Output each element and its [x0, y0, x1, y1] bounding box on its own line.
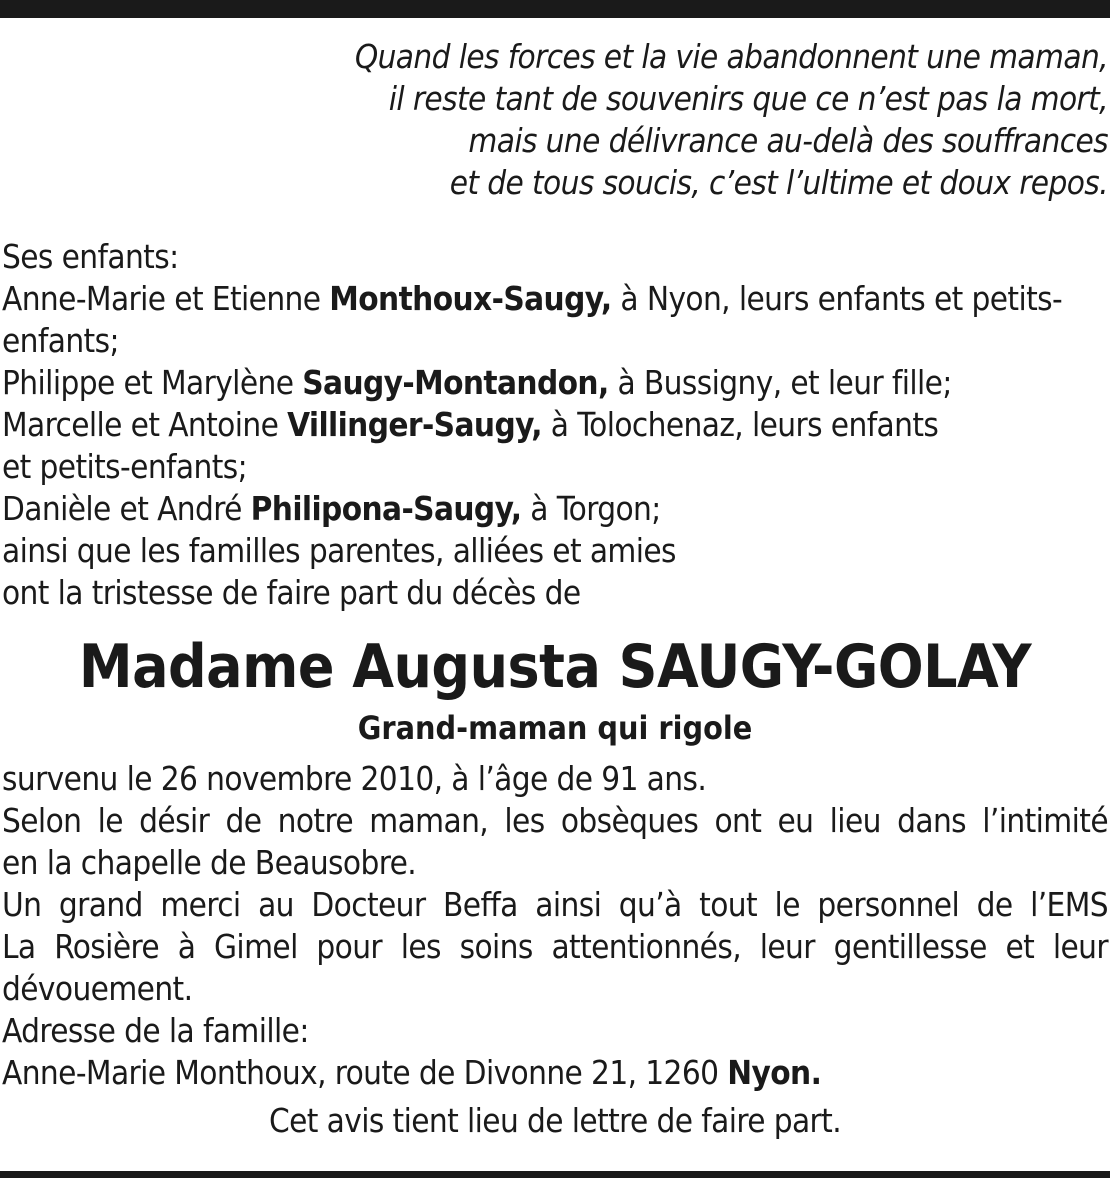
- poem-line: et de tous soucis, c’est l’ultime et doux repos.: [449, 163, 1108, 202]
- family-member-line: [2, 446, 1108, 488]
- funeral-line: Selon le désir de notre maman, les obsèques ont eu lieu dans l’intimité: [2, 801, 1108, 840]
- member-surname: Monthoux-Saugy,: [329, 279, 612, 318]
- poem-line: mais une délivrance au-delà des souffrances: [468, 121, 1108, 160]
- member-text: Marcelle et Antoine: [2, 405, 288, 444]
- member-text: Danièle et André: [2, 489, 251, 528]
- family-list: [2, 236, 1108, 614]
- family-member-line: [2, 320, 1108, 362]
- address-label: Adresse de la famille:: [2, 1011, 309, 1050]
- member-surname: Saugy-Montandon,: [302, 363, 609, 402]
- family-member-line: [2, 488, 1108, 530]
- member-surname: Philipona-Saugy,: [250, 489, 522, 528]
- address-line: [2, 1052, 1108, 1094]
- death-date-line: survenu le 26 novembre 2010, à l’âge de 91 ans.: [2, 759, 707, 798]
- family-intro: Ses enfants:: [2, 237, 179, 276]
- poem: [2, 36, 1108, 204]
- member-text: Philippe et Marylène: [2, 363, 303, 402]
- notice-content: [2, 36, 1108, 1142]
- thanks-line: Un grand merci au Docteur Beffa ainsi qu’à tout le personnel de l’EMS: [2, 885, 1108, 924]
- member-text: enfants;: [2, 321, 119, 360]
- poem-line: Quand les forces et la vie abandonnent une maman,: [354, 37, 1108, 76]
- closing-note: Cet avis tient lieu de lettre de faire part.: [268, 1101, 842, 1140]
- member-text: à Nyon, leurs enfants et petits-: [611, 279, 1063, 318]
- address-text: Anne-Marie Monthoux, route de Divonne 21, 1260: [2, 1053, 728, 1092]
- bottom-rule: [0, 1171, 1110, 1178]
- family-member-line: [2, 404, 1108, 446]
- member-text: à Torgon;: [521, 489, 661, 528]
- relatives-line: ainsi que les familles parentes, alliées et amies: [2, 531, 676, 570]
- member-text: Anne-Marie et Etienne: [2, 279, 330, 318]
- notice-details: [2, 758, 1108, 1094]
- deceased-name: Madame Augusta SAUGY-GOLAY: [78, 632, 1032, 702]
- top-rule: [0, 0, 1110, 18]
- address-city: Nyon.: [727, 1053, 822, 1092]
- member-text: à Tolochenaz, leurs enfants: [541, 405, 939, 444]
- thanks-line: La Rosière à Gimel pour les soins attentionnés, leur gentillesse et leur: [2, 927, 1108, 966]
- thanks-line: dévouement.: [2, 969, 193, 1008]
- member-surname: Villinger-Saugy,: [287, 405, 542, 444]
- member-text: et petits-enfants;: [2, 447, 248, 486]
- poem-line: il reste tant de souvenirs que ce n’est pas la mort,: [388, 79, 1108, 118]
- family-member-line: [2, 362, 1108, 404]
- announcement-line: ont la tristesse de faire part du décès de: [2, 573, 581, 612]
- family-member-line: [2, 278, 1108, 320]
- deceased-nickname: Grand-maman qui rigole: [357, 709, 753, 747]
- member-text: à Bussigny, et leur fille;: [608, 363, 952, 402]
- funeral-line: en la chapelle de Beausobre.: [2, 843, 417, 882]
